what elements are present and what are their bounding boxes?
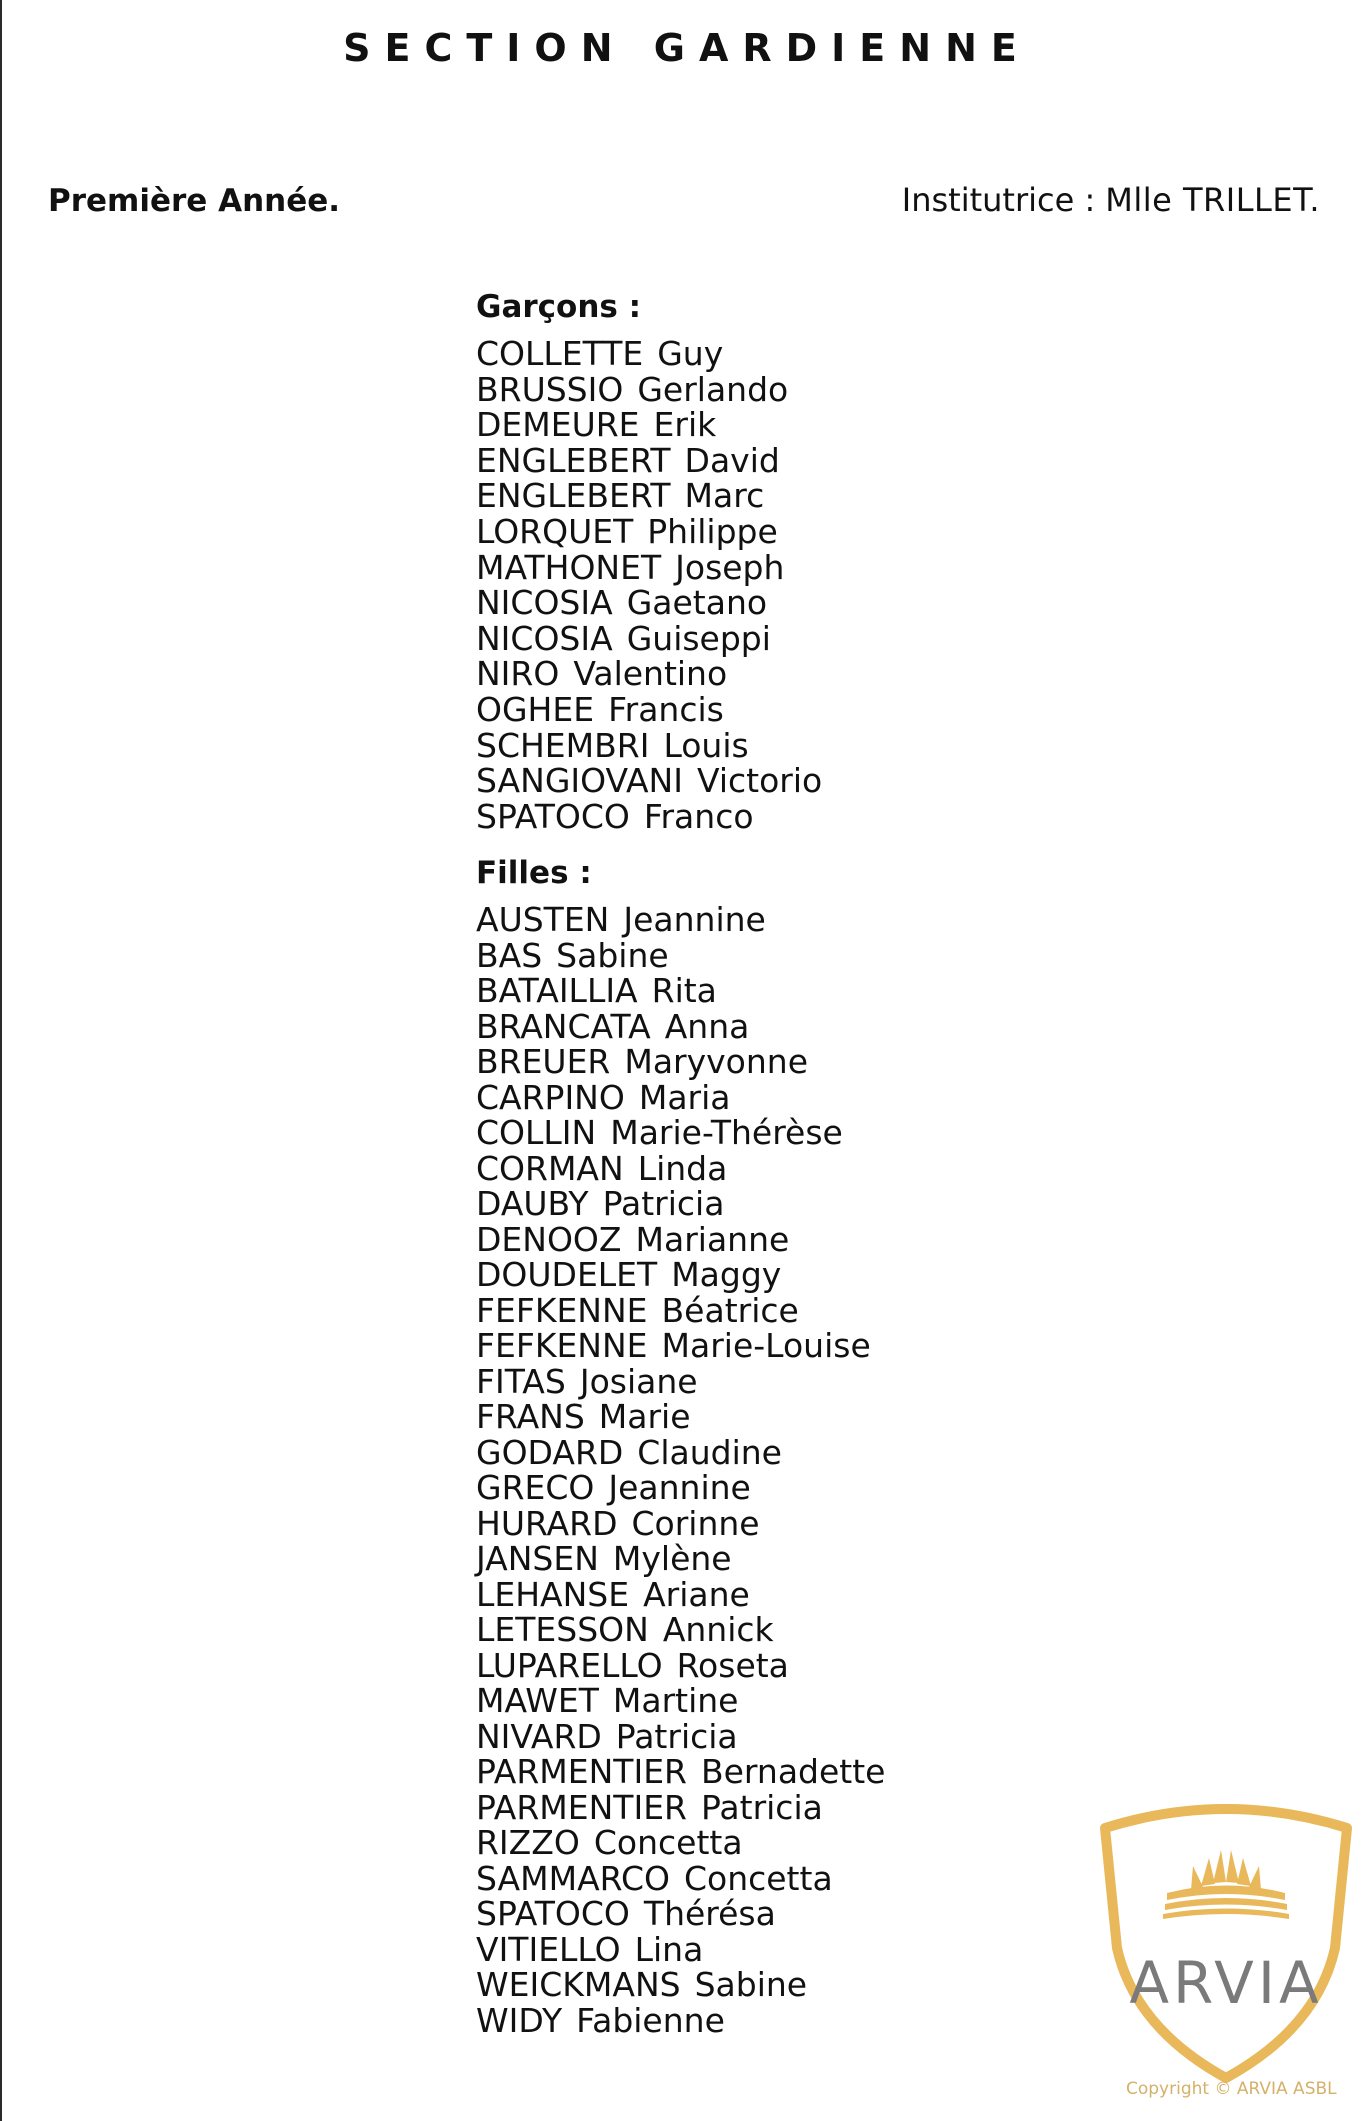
- student-surname: NIVARD: [476, 1716, 602, 1756]
- student-entry: [476, 1787, 1036, 1827]
- student-firstname: Gaetano: [626, 583, 768, 623]
- student-surname: SCHEMBRI: [476, 725, 650, 765]
- student-firstname: Patricia: [615, 1716, 738, 1756]
- student-surname: SANGIOVANI: [476, 761, 683, 801]
- student-firstname: Patricia: [700, 1787, 823, 1827]
- student-surname: FEFKENNE: [476, 1326, 648, 1366]
- student-entry: [476, 1361, 1036, 1401]
- student-surname: ENGLEBERT: [476, 440, 671, 480]
- student-entry: [476, 1044, 1036, 1080]
- student-firstname: Erik: [653, 405, 717, 445]
- student-surname: CARPINO: [476, 1077, 625, 1117]
- student-entry: [476, 1006, 1036, 1046]
- student-firstname: Martine: [612, 1681, 739, 1721]
- student-surname: BRANCATA: [476, 1006, 651, 1046]
- student-entry: [476, 1574, 1036, 1614]
- student-firstname: Maggy: [671, 1255, 782, 1295]
- student-entry: [476, 407, 1036, 443]
- copyright-notice: Copyright © ARVIA ASBL: [1126, 2079, 1337, 2099]
- student-entry: [476, 2000, 1036, 2040]
- student-firstname: Annick: [662, 1610, 774, 1650]
- student-entry: [476, 1754, 1036, 1790]
- student-firstname: Jeannine: [623, 900, 766, 940]
- student-firstname: Marc: [684, 476, 765, 516]
- student-surname: HURARD: [476, 1503, 618, 1543]
- student-entry: [476, 1683, 1036, 1719]
- student-surname: COLLETTE: [476, 334, 644, 373]
- student-surname: LUPARELLO: [476, 1645, 663, 1685]
- student-entry: [476, 336, 1036, 372]
- student-surname: BREUER: [476, 1042, 611, 1082]
- student-entry: [476, 585, 1036, 621]
- student-entry: [476, 1077, 1036, 1117]
- student-firstname: Sabine: [556, 935, 669, 975]
- student-firstname: Louis: [663, 725, 749, 765]
- section-title: SECTION GARDIENNE: [343, 26, 1031, 70]
- student-firstname: Maria: [638, 1077, 731, 1117]
- student-entry: [476, 1432, 1036, 1472]
- student-surname: DENOOZ: [476, 1219, 622, 1259]
- student-firstname: Claudine: [637, 1432, 782, 1472]
- student-entry: [476, 935, 1036, 975]
- student-firstname: Roseta: [676, 1645, 789, 1685]
- boys-block: [476, 286, 1036, 834]
- student-firstname: Jeannine: [608, 1468, 751, 1508]
- student-surname: SPATOCO: [476, 796, 630, 836]
- student-surname: LEHANSE: [476, 1574, 630, 1614]
- student-firstname: Marianne: [635, 1219, 790, 1259]
- student-firstname: Rita: [651, 971, 717, 1011]
- student-entry: [476, 1219, 1036, 1259]
- student-surname: CORMAN: [476, 1148, 624, 1188]
- student-surname: DEMEURE: [476, 405, 640, 445]
- student-surname: BRUSSIO: [476, 369, 624, 409]
- student-entry: [476, 1257, 1036, 1293]
- student-list: [476, 286, 1036, 2038]
- girls-heading: Filles :: [476, 855, 592, 892]
- student-surname: SAMMARCO: [476, 1858, 670, 1898]
- student-entry: [476, 1716, 1036, 1756]
- student-surname: BATAILLIA: [476, 971, 638, 1011]
- student-entry: [476, 1115, 1036, 1151]
- logo-text: ARVIA: [1129, 1949, 1323, 2017]
- student-entry: [476, 1645, 1036, 1685]
- student-surname: MATHONET: [476, 547, 662, 587]
- student-firstname: Lina: [634, 1929, 704, 1969]
- shield-icon: [1105, 1809, 1347, 2078]
- student-entry: [476, 618, 1036, 658]
- student-entry: [476, 1858, 1036, 1898]
- student-firstname: Victorio: [696, 761, 823, 801]
- student-firstname: Thérésa: [643, 1894, 776, 1934]
- student-firstname: Corinne: [631, 1503, 760, 1543]
- teacher-label: Institutrice :: [901, 181, 1096, 219]
- student-surname: GRECO: [476, 1468, 595, 1508]
- student-surname: FITAS: [476, 1361, 566, 1401]
- student-firstname: Valentino: [573, 654, 728, 694]
- student-surname: SPATOCO: [476, 1894, 630, 1934]
- student-surname: VITIELLO: [476, 1929, 621, 1969]
- student-surname: MAWET: [476, 1681, 599, 1721]
- student-entry: [476, 656, 1036, 692]
- student-surname: NIRO: [476, 654, 560, 694]
- student-firstname: Maryvonne: [624, 1042, 809, 1082]
- student-firstname: Gerlando: [637, 369, 789, 409]
- student-surname: DOUDELET: [476, 1255, 658, 1295]
- student-surname: RIZZO: [476, 1823, 580, 1863]
- student-entry: [476, 1967, 1036, 2003]
- student-surname: LETESSON: [476, 1610, 649, 1650]
- student-surname: GODARD: [476, 1432, 624, 1472]
- student-firstname: Mylène: [612, 1539, 732, 1579]
- student-entry: [476, 1186, 1036, 1222]
- student-firstname: Guy: [657, 334, 724, 373]
- student-firstname: Franco: [643, 796, 754, 836]
- student-entry: [476, 478, 1036, 514]
- student-entry: [476, 440, 1036, 480]
- student-surname: PARMENTIER: [476, 1752, 687, 1792]
- student-firstname: Ariane: [643, 1574, 750, 1614]
- student-entry: [476, 689, 1036, 729]
- student-surname: AUSTEN: [476, 900, 610, 940]
- student-entry: [476, 369, 1036, 409]
- teacher-name: Mlle TRILLET.: [1105, 181, 1320, 219]
- student-surname: WIDY: [476, 2000, 563, 2040]
- student-entry: [476, 1825, 1036, 1861]
- student-entry: [476, 1612, 1036, 1648]
- student-firstname: Joseph: [675, 547, 785, 587]
- student-surname: PARMENTIER: [476, 1787, 687, 1827]
- student-entry: [476, 973, 1036, 1009]
- student-entry: [476, 1470, 1036, 1506]
- student-surname: NICOSIA: [476, 618, 613, 658]
- student-surname: OGHEE: [476, 689, 595, 729]
- student-surname: WEICKMANS: [476, 1965, 681, 2005]
- student-firstname: Anna: [664, 1006, 750, 1046]
- student-firstname: Bernadette: [700, 1752, 886, 1792]
- teacher-line: [902, 181, 1320, 219]
- boys-list: [476, 336, 1036, 834]
- student-firstname: Béatrice: [661, 1290, 799, 1330]
- student-firstname: Marie-Louise: [661, 1326, 871, 1366]
- student-firstname: Sabine: [694, 1965, 808, 2005]
- student-entry: [476, 1541, 1036, 1577]
- student-surname: FEFKENNE: [476, 1290, 648, 1330]
- student-firstname: Marie: [598, 1397, 691, 1437]
- student-firstname: Concetta: [593, 1823, 743, 1863]
- student-firstname: Marie-Thérèse: [610, 1113, 843, 1153]
- student-firstname: Fabienne: [576, 2000, 725, 2040]
- student-firstname: Philippe: [647, 511, 778, 551]
- student-firstname: Patricia: [602, 1184, 725, 1224]
- student-entry: [476, 547, 1036, 587]
- student-firstname: Josiane: [579, 1361, 698, 1401]
- student-entry: [476, 1148, 1036, 1188]
- student-entry: [476, 1896, 1036, 1932]
- student-firstname: Francis: [608, 689, 724, 729]
- student-entry: [476, 796, 1036, 836]
- student-entry: [476, 763, 1036, 799]
- arvia-logo: [1097, 1798, 1355, 2083]
- girls-block: [476, 852, 1036, 2038]
- student-entry: [476, 511, 1036, 551]
- student-entry: [476, 1929, 1036, 1969]
- student-surname: LORQUET: [476, 511, 634, 551]
- student-surname: DAUBY: [476, 1184, 589, 1224]
- student-surname: ENGLEBERT: [476, 476, 671, 516]
- student-entry: [476, 902, 1036, 938]
- student-surname: BAS: [476, 935, 543, 975]
- year-label: Première Année.: [48, 183, 341, 219]
- student-firstname: Concetta: [683, 1858, 833, 1898]
- student-firstname: David: [684, 440, 780, 480]
- student-entry: [476, 1399, 1036, 1435]
- student-firstname: Guiseppi: [626, 618, 771, 658]
- girls-list: [476, 902, 1036, 2038]
- student-surname: JANSEN: [476, 1539, 599, 1579]
- student-entry: [476, 1328, 1036, 1364]
- student-surname: NICOSIA: [476, 583, 613, 623]
- student-surname: COLLIN: [476, 1113, 597, 1153]
- student-firstname: Linda: [637, 1148, 728, 1188]
- student-surname: FRANS: [476, 1397, 585, 1437]
- student-entry: [476, 1503, 1036, 1543]
- boys-heading: Garçons :: [476, 289, 642, 325]
- student-entry: [476, 725, 1036, 765]
- student-entry: [476, 1290, 1036, 1330]
